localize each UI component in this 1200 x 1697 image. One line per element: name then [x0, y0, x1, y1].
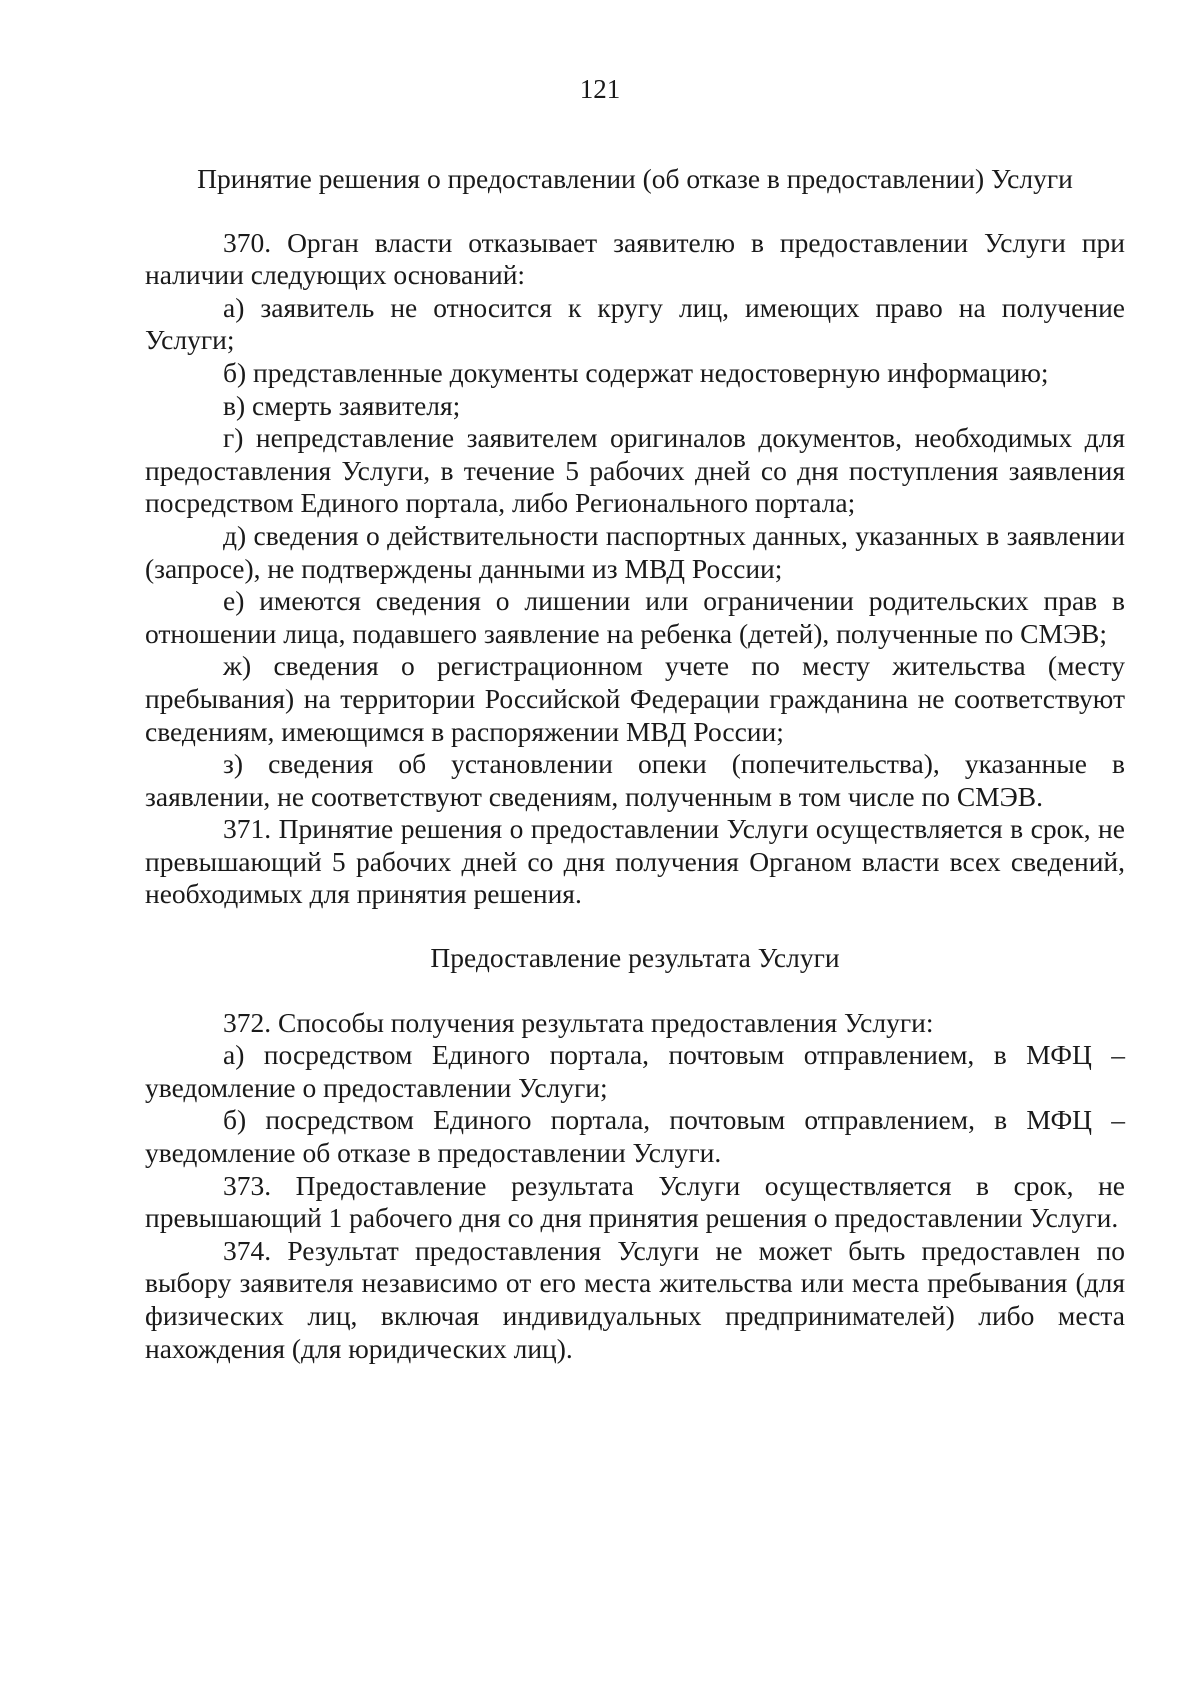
- paragraph-373: 373. Предоставление результата Услуги осуществляется в срок, не превышающий 1 рабочего дня со дня принятия решения о предоставлении Услуги.: [145, 1169, 1125, 1234]
- result-item-b: б) посредством Единого портала, почтовым отправлением, в МФЦ – уведомление об отказе в предоставлении Услуги.: [145, 1104, 1125, 1169]
- list-item-v: в) смерть заявителя;: [223, 389, 461, 421]
- page-number: 121: [579, 74, 621, 104]
- paragraph-370: 370. Орган власти отказывает заявителю в предоставлении Услуги при наличии следующих оснований:: [145, 226, 1125, 291]
- list-item-e: е) имеются сведения о лишении или ограничении родительских прав в отношении лица, подавшего заявление на ребенка (детей), полученные по СМЭВ;: [145, 585, 1125, 649]
- list-item-b: б) представленные документы содержат недостоверную информацию;: [223, 356, 1049, 388]
- list-item-a: а) заявитель не относится к кругу лиц, имеющих право на получение Услуги;: [145, 291, 1125, 356]
- paragraph-371: 371. Принятие решения о предоставлении Услуги осуществляется в срок, не превышающий 5 рабочих дней со дня получения Органом власти всех сведений, необходимых для принятия решения.: [145, 813, 1125, 910]
- paragraph-372: 372. Способы получения результата предоставления Услуги:: [223, 1006, 934, 1038]
- list-item-zh: ж) сведения о регистрационном учете по месту жительства (месту пребывания) на территории Российской Федерации гражданина не соответствуют сведениям, имеющимся в распоряжении МВД России;: [145, 650, 1125, 747]
- document-body: [145, 163, 1125, 1365]
- list-item-z: з) сведения об установлении опеки (попечительства), указанные в заявлении, не соответствуют сведениям, полученным в том числе по СМЭВ.: [145, 748, 1125, 812]
- list-item-d: д) сведения о действительности паспортных данных, указанных в заявлении (запросе), не подтверждены данными из МВД России;: [145, 519, 1125, 584]
- list-item-g: г) непредставление заявителем оригиналов документов, необходимых для предоставления Услуги, в течение 5 рабочих дней со дня поступления заявления посредством Единого портала, либо Регионального портала;: [145, 422, 1125, 519]
- section-heading-decision: Принятие решения о предоставлении (об отказе в предоставлении) Услуги: [197, 163, 1073, 194]
- paragraph-374: 374. Результат предоставления Услуги не может быть предоставлен по выбору заявителя независимо от его места жительства или места пребывания (для физических лиц, включая индивидуальных предпринимателей) либо места нахождения (для юридических лиц).: [145, 1234, 1125, 1364]
- section-heading-result: Предоставление результата Услуги: [430, 942, 840, 974]
- result-item-a: а) посредством Единого портала, почтовым отправлением, в МФЦ – уведомление о предоставлении Услуги;: [145, 1039, 1125, 1103]
